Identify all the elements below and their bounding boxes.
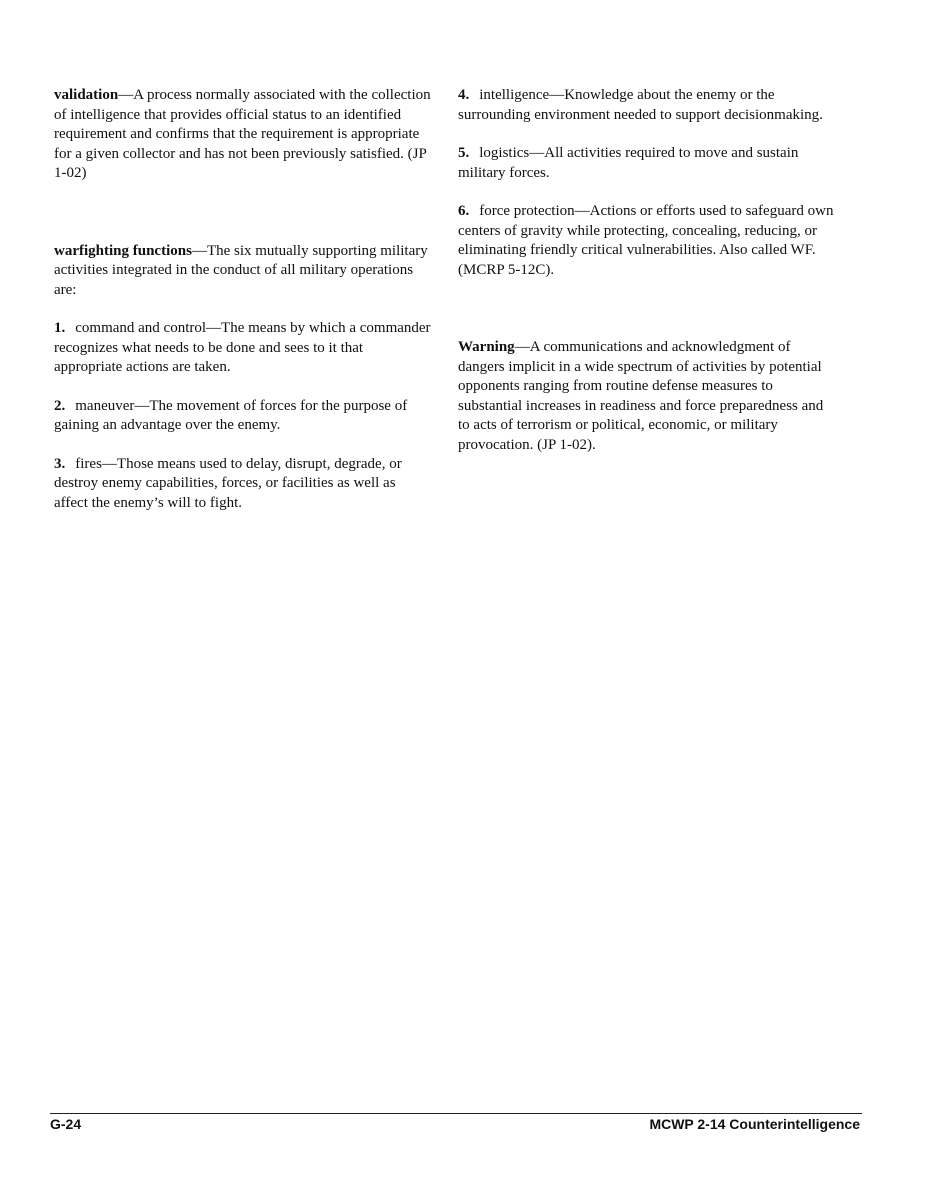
list-number: 2. <box>54 397 66 414</box>
term-warfighting-functions: warfighting functions <box>54 242 192 259</box>
list-text: logistics—All activities required to move and sustain military forces. <box>458 145 799 181</box>
publication-title: MCWP 2-14 Counterintelligence <box>649 1116 860 1132</box>
list-item-1 <box>54 319 432 378</box>
list-item-3 <box>54 455 432 514</box>
term-warning: Warning <box>458 339 515 355</box>
list-text: fires—Those means used to delay, disrupt, degrade, or destroy enemy capabilities, forces, or facilities as well as affect the enemy’s will to fight. <box>54 455 402 511</box>
list-number: 5. <box>458 145 470 161</box>
list-item-4 <box>458 86 836 125</box>
list-text: force protection—Actions or efforts used to safeguard own centers of gravity while protecting, concealing, reducing, or eliminating friendly critical vulnerabilities. Also called WF. (MCRP 5-12C). <box>458 203 834 278</box>
definition-warning: —A communications and acknowledgment of dangers implicit in a wide spectrum of activities by potential opponents ranging from routine defense measures to substantial increases in readiness and force preparedness and to acts of terrorism or political, economic, or military provocation. (JP 1-02). <box>458 339 824 453</box>
list-item-5 <box>458 144 836 183</box>
list-item-2 <box>54 397 432 436</box>
list-text: intelligence—Knowledge about the enemy or the surrounding environment needed to support decisionmaking. <box>458 87 823 123</box>
list-number: 4. <box>458 87 470 103</box>
list-number: 1. <box>54 320 66 336</box>
glossary-entry-warfighting-functions <box>54 242 432 301</box>
page-number: G-24 <box>50 1116 82 1132</box>
list-number: 3. <box>54 455 66 472</box>
list-number: 6. <box>458 203 470 219</box>
term-validation: validation <box>54 87 119 103</box>
list-item-6 <box>458 202 836 280</box>
glossary-entry-validation <box>54 86 432 184</box>
left-column <box>54 86 432 513</box>
list-text: command and control—The means by which a commander recognizes what needs to be done and sees to it that appropriate actions are taken. <box>54 320 431 375</box>
right-column <box>458 86 836 455</box>
definition-validation: —A process normally associated with the collection of intelligence that provides official status to an identified requirement and confirms that the requirement is appropriate for a given collector and has not been previously satisfied. (JP 1-02) <box>54 87 431 181</box>
glossary-entry-warning <box>458 338 836 455</box>
footer-rule <box>50 1113 862 1114</box>
definition-warfighting-functions: —The six mutually supporting military activities integrated in the conduct of all military operations are: <box>54 242 428 298</box>
list-text: maneuver—The movement of forces for the purpose of gaining an advantage over the enemy. <box>54 397 408 433</box>
